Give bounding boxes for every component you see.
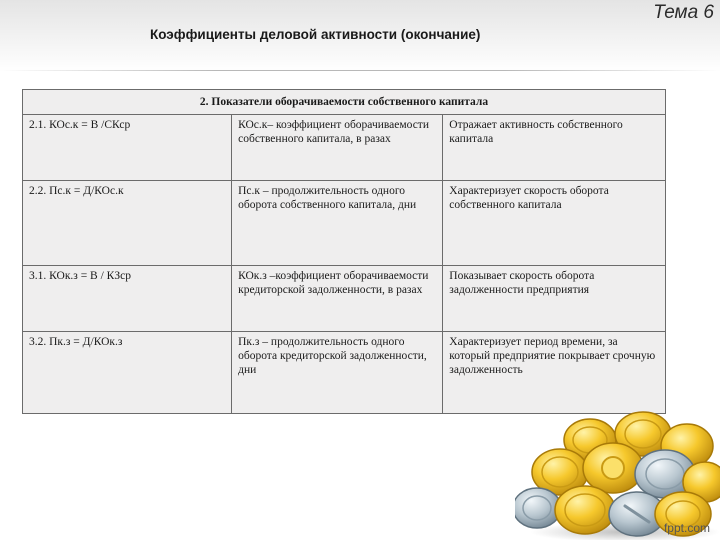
formula-cell: 2.2. Пс.к = Д/КОс.к xyxy=(23,181,232,266)
formula-cell: 3.2. Пк.з = Д/КОк.з xyxy=(23,332,232,414)
definition-cell: КОс.к– коэффициент оборачиваемости собственного капитала, в разах xyxy=(232,115,443,181)
meaning-cell: Характеризует скорость оборота собственного капитала xyxy=(443,181,666,266)
meaning-cell: Характеризует период времени, за который предприятие покрывает срочную задолженность xyxy=(443,332,666,414)
table-row xyxy=(23,332,666,414)
meaning-cell: Отражает активность собственного капитала xyxy=(443,115,666,181)
definition-cell: Пс.к – продолжительность одного оборота собственного капитала, дни xyxy=(232,181,443,266)
slide-title: Коэффициенты деловой активности (окончание) xyxy=(150,27,481,42)
table-row xyxy=(23,115,666,181)
definition-cell: Пк.з – продолжительность одного оборота кредиторской задолженности, дни xyxy=(232,332,443,414)
title-divider xyxy=(0,70,720,71)
theme-label: Тема 6 xyxy=(653,2,714,23)
table-row xyxy=(23,181,666,266)
formula-cell: 2.1. КОс.к = В /СКср xyxy=(23,115,232,181)
ratios-table xyxy=(22,89,666,414)
table-row xyxy=(23,266,666,332)
meaning-cell: Показывает скорость оборота задолженности предприятия xyxy=(443,266,666,332)
table-header: 2. Показатели оборачиваемости собственного капитала xyxy=(23,90,666,115)
table-header-row xyxy=(23,90,666,115)
formula-cell: 3.1. КОк.з = В / КЗср xyxy=(23,266,232,332)
definition-cell: КОк.з –коэффициент оборачиваемости кредиторской задолженности, в разах xyxy=(232,266,443,332)
watermark: fppt.com xyxy=(663,521,710,535)
